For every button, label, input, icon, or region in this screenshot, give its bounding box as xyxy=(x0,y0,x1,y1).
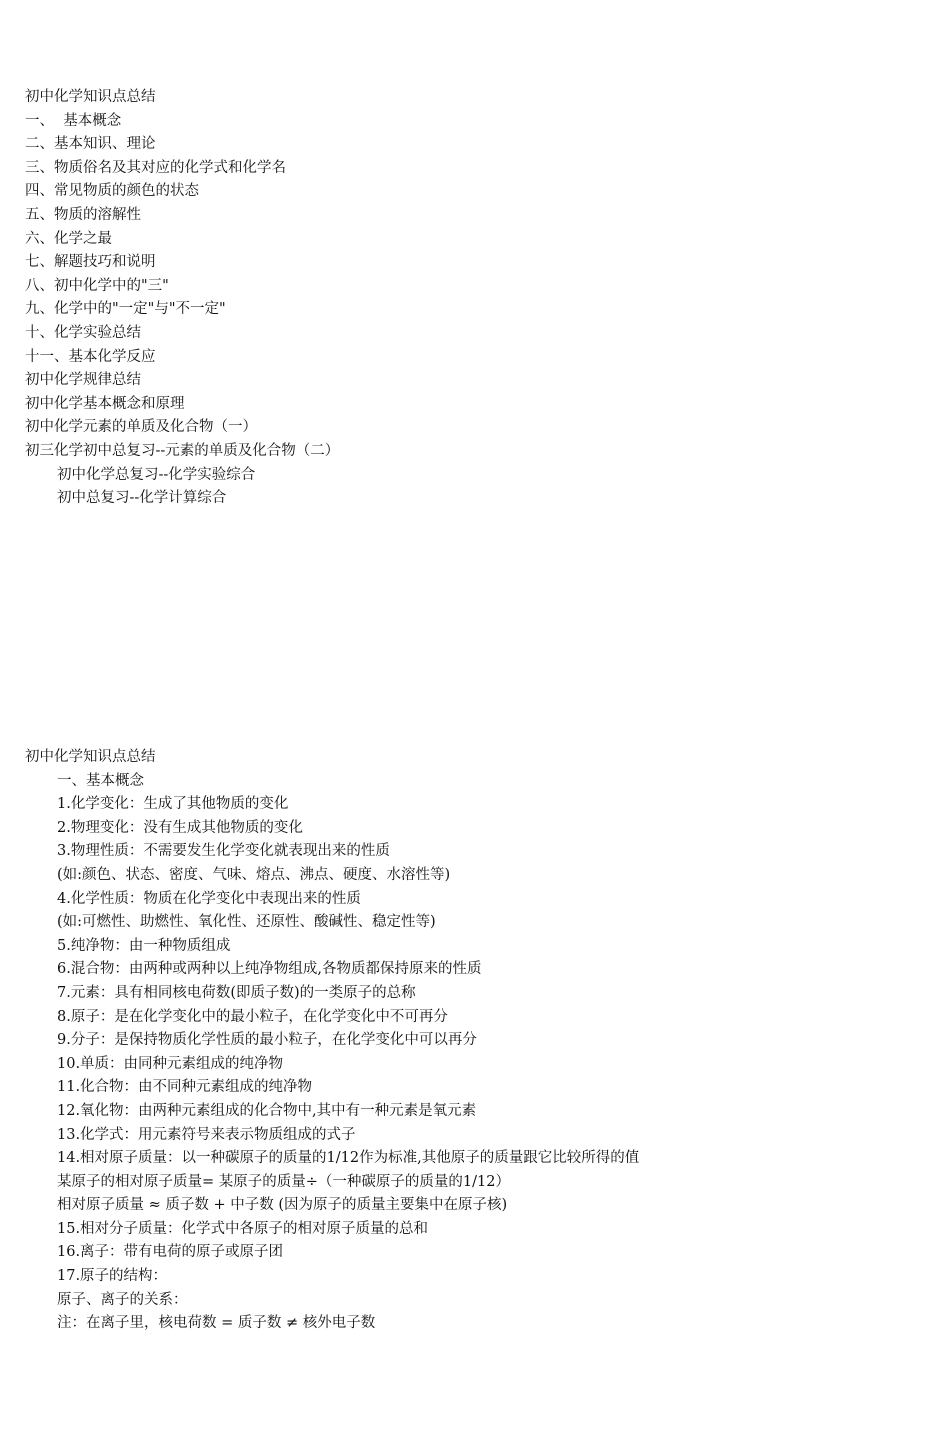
content-line: 17.原子的结构： xyxy=(57,1268,168,1285)
toc-sub-item: 初中化学总复习--化学实验综合 xyxy=(57,466,256,483)
toc-item: 二、基本知识、理论 xyxy=(25,136,156,153)
content-line: 7.元素：具有相同核电荷数(即质子数)的一类原子的总称 xyxy=(57,984,416,1001)
toc-item: 初三化学初中总复习--元素的单质及化合物（二） xyxy=(25,442,340,459)
content-line: 9.分子：是保持物质化学性质的最小粒子，在化学变化中可以再分 xyxy=(57,1032,477,1049)
content-line: 5.纯净物：由一种物质组成 xyxy=(57,937,231,954)
toc-item: 七、解题技巧和说明 xyxy=(25,254,156,271)
content-body xyxy=(25,746,925,1336)
content-line: 6.混合物：由两种或两种以上纯净物组成,各物质都保持原来的性质 xyxy=(57,961,482,978)
toc-item: 五、物质的溶解性 xyxy=(25,206,141,223)
toc-item: 九、化学中的"一定"与"不一定" xyxy=(25,301,226,318)
content-line: 注：在离子里，核电荷数 = 质子数 ≠ 核外电子数 xyxy=(57,1315,376,1332)
content-line: 15.相对分子质量：化学式中各原子的相对原子质量的总和 xyxy=(57,1220,429,1237)
table-of-contents xyxy=(25,86,925,511)
content-line: 相对原子质量 ≈ 质子数 + 中子数 (因为原子的质量主要集中在原子核) xyxy=(57,1197,508,1214)
content-line: 11.化合物：由不同种元素组成的纯净物 xyxy=(57,1079,313,1096)
content-line: 12.氧化物：由两种元素组成的化合物中,其中有一种元素是氧元素 xyxy=(57,1102,477,1119)
toc-item: 一、 基本概念 xyxy=(25,112,122,129)
toc-item: 十、化学实验总结 xyxy=(25,324,141,341)
content-line: 3.物理性质：不需要发生化学变化就表现出来的性质 xyxy=(57,843,390,860)
content-title: 初中化学知识点总结 xyxy=(25,749,156,765)
content-line: 10.单质：由同种元素组成的纯净物 xyxy=(57,1055,284,1072)
content-line: (如:颜色、状态、密度、气味、熔点、沸点、硬度、水溶性等) xyxy=(57,866,451,883)
content-line: 2.物理变化：没有生成其他物质的变化 xyxy=(57,819,303,836)
content-line: 某原子的相对原子质量= 某原子的质量÷（一种碳原子的质量的1/12） xyxy=(57,1173,510,1190)
content-line: 8.原子：是在化学变化中的最小粒子，在化学变化中不可再分 xyxy=(57,1008,448,1025)
toc-item: 初中化学基本概念和原理 xyxy=(25,395,185,412)
toc-title: 初中化学知识点总结 xyxy=(25,89,156,105)
toc-item: 初中化学规律总结 xyxy=(25,372,141,389)
content-line: 原子、离子的关系： xyxy=(57,1291,188,1308)
content-line: 13.化学式：用元素符号来表示物质组成的式子 xyxy=(57,1126,356,1143)
toc-sub-item: 初中总复习--化学计算综合 xyxy=(57,490,227,507)
toc-item: 八、初中化学中的"三" xyxy=(25,277,169,294)
content-line: 14.相对原子质量：以一种碳原子的质量的1/12作为标准,其他原子的质量跟它比较所得的值 xyxy=(57,1150,640,1167)
toc-item: 初中化学元素的单质及化合物（一） xyxy=(25,419,257,436)
toc-item: 六、化学之最 xyxy=(25,230,112,247)
content-line: 1.化学变化：生成了其他物质的变化 xyxy=(57,796,289,813)
section-heading: 一、基本概念 xyxy=(57,772,144,789)
toc-item: 三、物质俗名及其对应的化学式和化学名 xyxy=(25,159,286,176)
content-line: 16.离子：带有电荷的原子或原子团 xyxy=(57,1244,284,1261)
toc-item: 十一、基本化学反应 xyxy=(25,348,156,365)
content-line: 4.化学性质：物质在化学变化中表现出来的性质 xyxy=(57,890,361,907)
toc-item: 四、常见物质的颜色的状态 xyxy=(25,183,199,200)
content-line: (如:可燃性、助燃性、氧化性、还原性、酸碱性、稳定性等) xyxy=(57,914,436,931)
